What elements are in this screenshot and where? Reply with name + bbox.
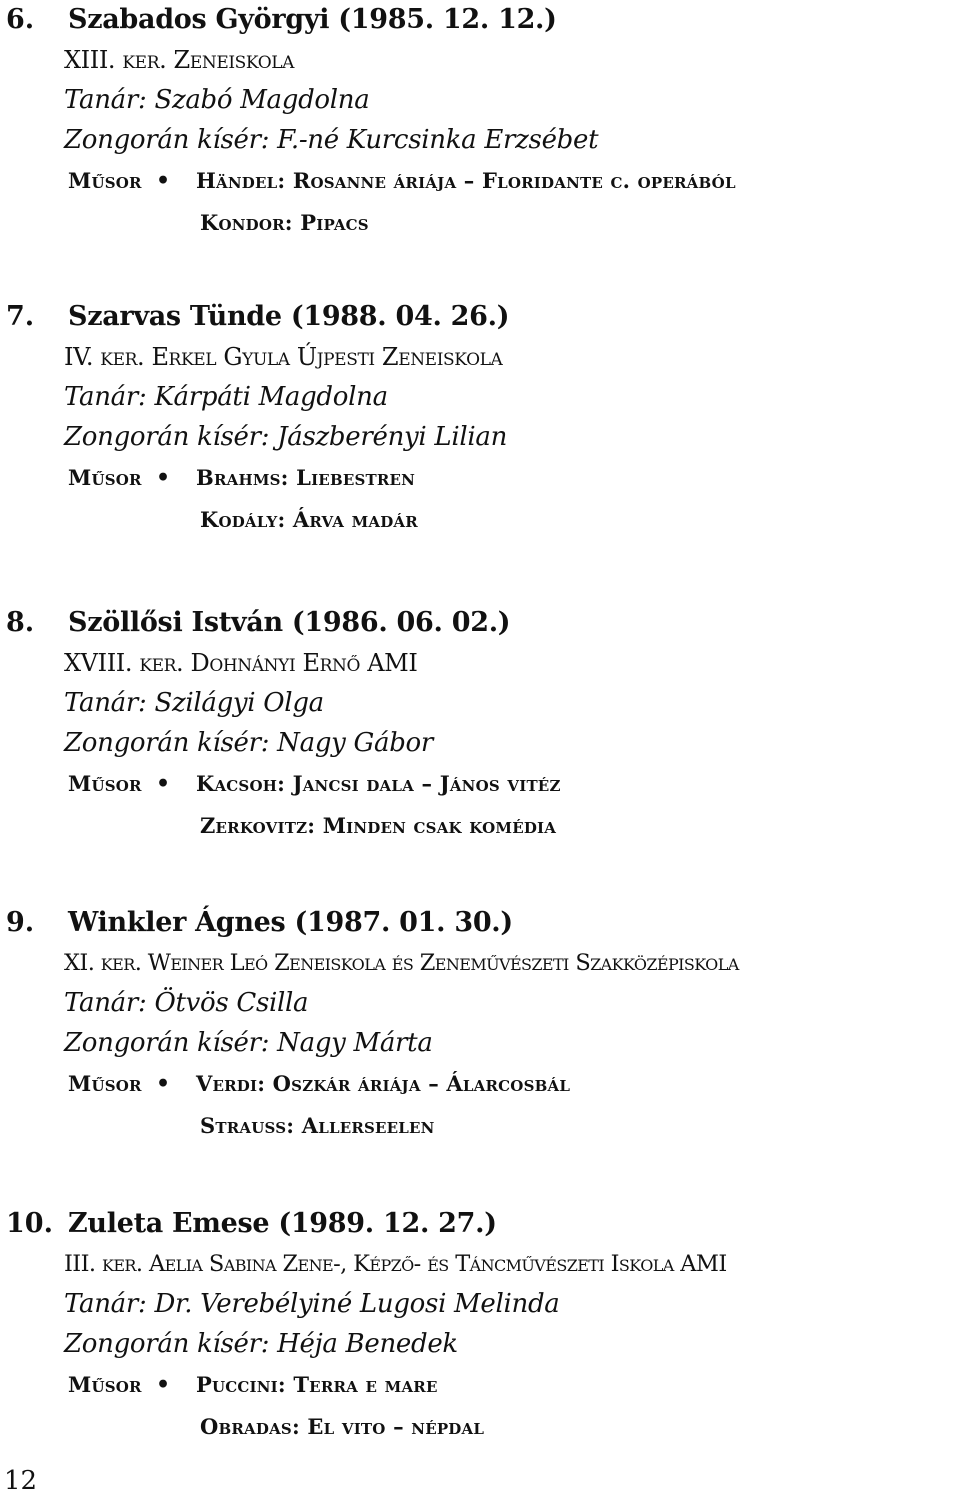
performer-entry (0, 903, 960, 1147)
program-line (64, 457, 960, 499)
accompanist-name: Héja Benedek (277, 1329, 458, 1359)
program-line (64, 763, 960, 805)
program-line (64, 202, 960, 244)
program-piece: Puccini: Terra e mare (196, 1372, 438, 1397)
program-line (64, 805, 960, 847)
bullet-icon: • (156, 168, 171, 194)
accompanist-name: Jászberényi Lilian (277, 422, 508, 452)
performer-name: Winkler Ágnes (1987. 01. 30.) (68, 907, 513, 938)
program-piece: Verdi: Oszkár áriája – Álarcosbál (196, 1071, 571, 1096)
program-label: Műsor (68, 465, 142, 490)
accompanist-prefix: Zongorán kísér: (64, 125, 270, 155)
accompanist-prefix: Zongorán kísér: (64, 422, 270, 452)
accompanist-prefix: Zongorán kísér: (64, 1329, 270, 1359)
teacher-line (64, 377, 960, 417)
school-name: IV. ker. Erkel Gyula Újpesti Zeneiskola (64, 343, 503, 371)
bullet-icon: • (156, 1071, 171, 1097)
teacher-line (64, 983, 960, 1023)
school-name: III. ker. Aelia Sabina Zene-, Képző- és Táncművészeti Iskola AMI (64, 1251, 727, 1277)
accompanist-prefix: Zongorán kísér: (64, 1028, 270, 1058)
program-label: Műsor (68, 168, 142, 193)
performer-entry (0, 1204, 960, 1448)
program-piece: Kodály: Árva madár (200, 507, 418, 532)
entry-number: 8. (6, 607, 35, 638)
performer-entry (0, 297, 960, 541)
program-line (64, 1364, 960, 1406)
teacher-prefix: Tanár: (64, 988, 147, 1018)
teacher-prefix: Tanár: (64, 382, 147, 412)
school-name: XVIII. ker. Dohnányi Ernő AMI (64, 649, 418, 677)
teacher-line (64, 1284, 960, 1324)
program-line (64, 1063, 960, 1105)
teacher-prefix: Tanár: (64, 1289, 147, 1319)
accompanist-line (64, 417, 960, 457)
program-line (64, 160, 960, 202)
teacher-name: Szabó Magdolna (154, 85, 370, 115)
school-name: XI. ker. Weiner Leó Zeneiskola és Zeneművészeti Szakközépiskola (64, 950, 739, 976)
teacher-line (64, 683, 960, 723)
program-piece: Kondor: Pipacs (200, 210, 369, 235)
program-line (64, 1105, 960, 1147)
performer-name: Szarvas Tünde (1988. 04. 26.) (68, 301, 510, 332)
performer-name: Szabados Györgyi (1985. 12. 12.) (68, 4, 557, 35)
program-label: Műsor (68, 1071, 142, 1096)
entry-number: 7. (6, 301, 35, 332)
teacher-prefix: Tanár: (64, 688, 147, 718)
teacher-prefix: Tanár: (64, 85, 147, 115)
accompanist-line (64, 1324, 960, 1364)
entry-number: 6. (6, 4, 35, 35)
entry-number: 9. (6, 907, 35, 938)
program-label: Műsor (68, 771, 142, 796)
accompanist-line (64, 1023, 960, 1063)
teacher-line (64, 80, 960, 120)
program-piece: Strauss: Allerseelen (200, 1113, 435, 1138)
bullet-icon: • (156, 771, 171, 797)
teacher-name: Ötvös Csilla (154, 988, 309, 1018)
program-line (64, 1406, 960, 1448)
bullet-icon: • (156, 465, 171, 491)
program-label: Műsor (68, 1372, 142, 1397)
program-line (64, 499, 960, 541)
accompanist-name: Nagy Márta (277, 1028, 433, 1058)
accompanist-line (64, 723, 960, 763)
performer-name: Zuleta Emese (1989. 12. 27.) (68, 1208, 497, 1239)
teacher-name: Kárpáti Magdolna (154, 382, 388, 412)
performer-entry (0, 0, 960, 244)
accompanist-line (64, 120, 960, 160)
program-piece: Kacsoh: Jancsi dala – János vitéz (196, 771, 561, 796)
program-piece: Brahms: Liebestren (196, 465, 416, 490)
performer-name: Szöllősi István (1986. 06. 02.) (68, 607, 511, 638)
entry-number: 10. (6, 1208, 53, 1239)
bullet-icon: • (156, 1372, 171, 1398)
page-number: 12 (4, 1466, 38, 1496)
program-piece: Obradas: El vito – népdal (200, 1414, 485, 1439)
school-name: XIII. ker. Zeneiskola (64, 46, 295, 74)
accompanist-name: Nagy Gábor (277, 728, 434, 758)
performer-entry (0, 603, 960, 847)
teacher-name: Szilágyi Olga (154, 688, 324, 718)
program-piece: Zerkovitz: Minden csak komédia (200, 813, 557, 838)
program-piece: Händel: Rosanne áriája – Floridante c. operából (196, 168, 736, 193)
accompanist-name: F.-né Kurcsinka Erzsébet (277, 125, 599, 155)
accompanist-prefix: Zongorán kísér: (64, 728, 270, 758)
teacher-name: Dr. Verebélyiné Lugosi Melinda (154, 1289, 560, 1319)
